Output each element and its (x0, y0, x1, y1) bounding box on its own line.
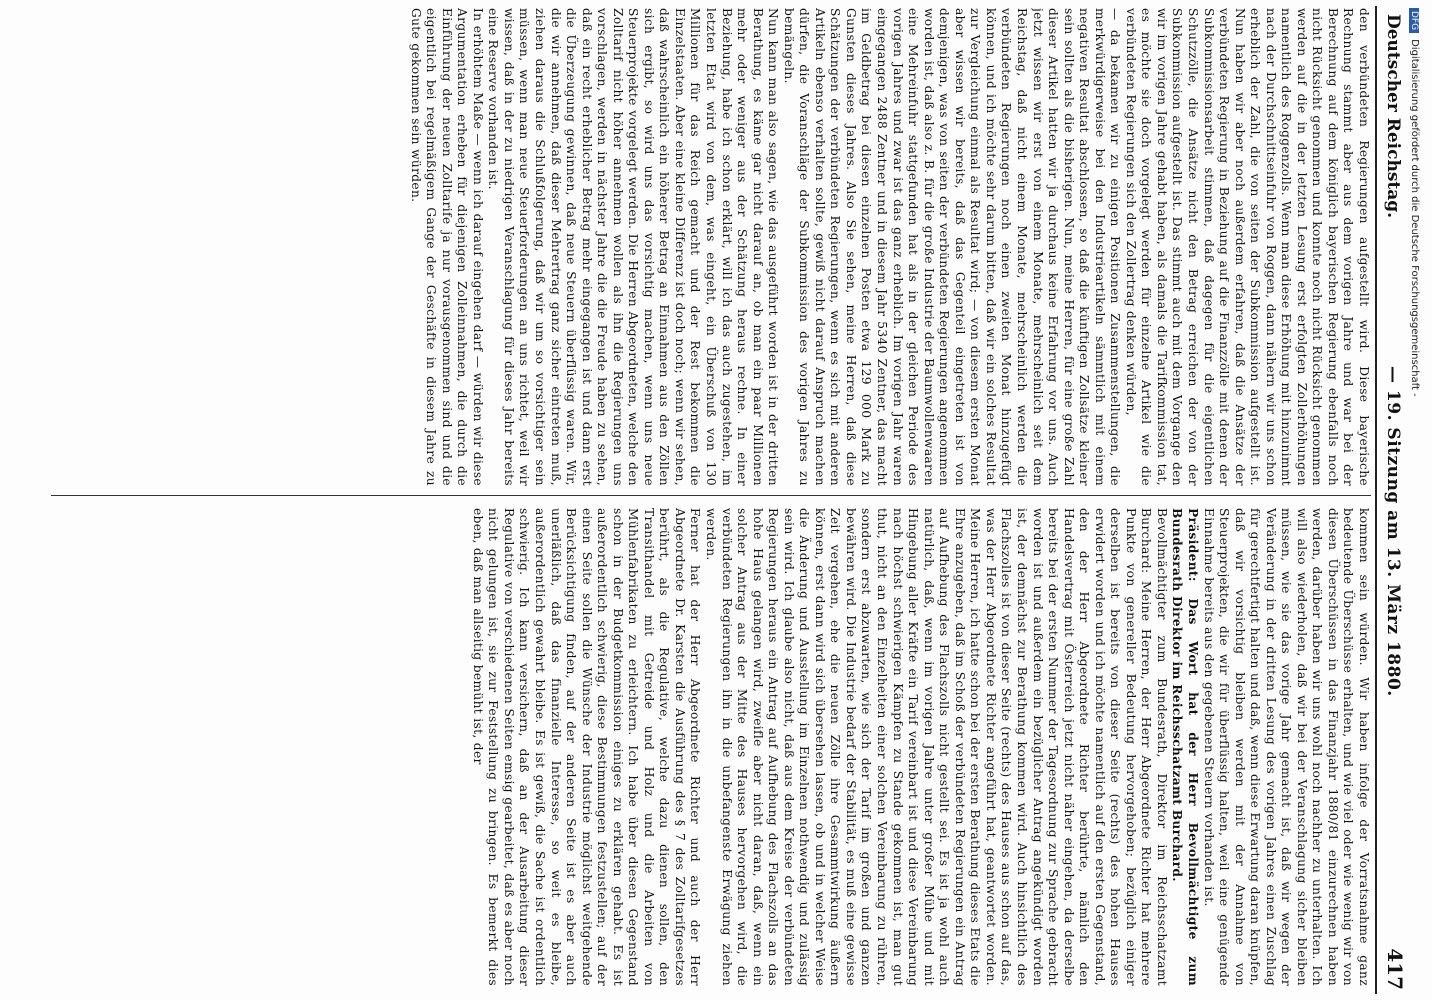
digitization-credit (1404, 8, 1420, 993)
paragraph: — da bekamen wir zu einigen Positionen Zusammenstellungen, die merkwürdigerweise bei den Industrieartikeln sämmtlich mit einem negativen Resultat abschlossen, so daß die künftigen Zollsätze kleiner sein sollten als die bisherigen. Nun, meine Herren, für eine große Zahl dieser Artikel hatten wir ja durchaus keine Erfahrung vor uns. Auch jetzt wissen wir erst von einem Monate, mehrscheinlich seit dem Reichstag, daß nicht einem Monate, mehrscheinlich werden die verbündeten Regierungen noch einen zweiten Monat hinzugefügt können, und ich möchte sehr darum bitten, daß wir ein solches Resultat zur Vergleichung einmal als Resultat wird; — von diesem ersten Monat aber wissen wir bereits, daß das Gegenteil eingetreten ist von demjenigen, was von seiten der verbündeten Regierungen angenommen worden ist, daß also z. B. für die große Industrie der Baumwollenwaaren eine Mehreinfuhr stattgefunden hat als in der gleichen Periode des vorigen Jahres und zwar ist das ganz erheblich. Im vorigen Jahr waren eingegangen 2488 Zentner und in diesem Jahr 5340 Zentner, das macht im Geldbetrag bei diesen einzelnen Posten etwa 129 000 Mark zu Gunsten dieses Jahres. Also Sie sehen, meine Herren, daß diese Schätzungen der verbündeten Regierungen, wenn es sich mit anderen Artikeln ebenso verhalten sollte, gewiß nicht darauf Anspruch machen dürfen, die Voranschläge der Subkommission des vorigen Jahres zu bemängeln. (781, 8, 1123, 486)
credit-text: Digitalisierung gefördert durch die Deutsche Forschungsgemeinschaft - (1409, 39, 1420, 397)
paragraph: Bevollmächtigter zum Bundesrath, Direktor im Reichsschatzamt Burchard: Meine Herren, der Herr Abgeordnete Richter hat mehrere Punkte von genereller Bedeutung hervorgehoben; bezüglich einiger derselben ist bereits von dieser Seite (rechts) des hohen Hauses erwidert worden und ich möchte namentlich auf den ersten Gegenstand, den der Herr Abgeordnete Richter berührte, nämlich den Handelsvertrag mit Österreich jetzt nicht näher eingehen, da derselbe bereits bei der ersten Nummer der Tagesordnung zur Sprache gebracht worden ist und außerdem ein bezüglicher Antrag angekündigt worden ist, der demnächst zur Berathung kommen wird. Auch hinsichtlich des Flachszolles ist von dieser Seite (rechts) des Hauses aus schon auf das, was der Herr Abgeordnete Richter angeführt hat, geantwortet worden. Meine Herren, ich hatte schon bei der ersten Berathung dieses Etats die Ehre anzugeben, daß im Schoß der verbündeten Regierungen ein Antrag auf Aufhebung des Flachszolls nicht gestellt sei. Es ist ja wohl auch natürlich, daß, wenn im vorigen Jahre unter großer Mühe und mit Hingebung aller Kräfte ein Tarif vereinbart ist und diese Vereinbarung nach höchst schwierigen Kämpfen zu Stande gekommen ist, man gut thut, nicht an den Einzelheiten einer solchen Vereinbarung zu rühren, sondern erst abzuwarten, wie sich der Tarif im großen und ganzen bewähren wird. Die Industrie bedarf der Stabilität, es muß eine gewisse Zeit vergehen, ehe die neuen Zölle ihre Gesammtwirkung äußern können, erst dann wird sich übersehen lassen, ob und in welcher Weise die Änderung und Ausstellung im Einzelnen nothwendig und zulässig sein wird. Ich glaube also nicht, daß aus dem Kreise der verbündeten Regierungen heraus ein Antrag auf Aufhebung des Flachszolls an das hohe Haus gelangen wird, zweifle aber nicht daran, daß, wenn ein solcher Antrag aus der Mitte des Hauses hervorgehen wird, die verbündeten Regierungen ihn in die unbefangenste Erwägung ziehen werden. (704, 508, 1169, 986)
text-column-left (46, 8, 1371, 486)
publication-title: Deutscher Reichstag. (1383, 14, 1403, 219)
paragraph: den verbündeten Regierungen aufgestellt wird. Diese bayerische Rechnung stammt aber aus dem vorigen Jahre und war bei der Berechnung auf dem königlich bayerischen Regierung ebenfalls noch nicht Rücksicht genommen und konnte noch nicht Rücksicht genommen werden auf die in der letzten Lesung erst erfolgten Zollerhöhungen namentlich des Roggenzolls. Wenn man diese Erhöhung mit hinzunimmt nach der Durchschnittseinfuhr von Roggen, dann nähern wir uns schon erheblich der Zahl, die von seiten der Subkommission aufgestellt ist. Nun haben wir aber noch außerdem erfahren, daß die Ansätze der verbündeten Regierung in Beziehung auf die Finanzzölle mit denen der Subkommissionsarbeit stimmen, daß dagegen für die eigentlichen Schutzzölle, die Ansätze nicht den Betrag erreichen der von der Subkommission aufgestellt ist. Das stimmt auch mit dem Vorgange den wir im vorigen Jahre gehabt haben, als damals die Tarifkommission tat, es möchte sie doch vorgelegt werden für einzelne Artikel wie die verbündeten Regierungen sich den Zollertrag denken würden, (1123, 8, 1371, 486)
paragraph: In erhöhtem Maße — wenn ich darauf eingehen darf — würden wir diese Argumentation erheben für diejenigen Zolleinnahmen, die durch die Einführung der neuen Zolltarife ja nur vorausgenommen sind und die eigentlich bei regelmäßigem Gange der Geschäfte in diesem Jahre zu Gute gekommen sein würden. (408, 8, 485, 486)
text-column-right (46, 508, 1371, 986)
header-rule (1375, 6, 1377, 994)
page-number: 417 (1383, 948, 1407, 990)
page-header (1377, 6, 1407, 994)
paragraph: Nun kann man also sagen, wie das ausgeführt worden ist in der dritten Berathung, es käme gar nicht darauf an, ob man ein paar Millionen mehr oder weniger aus der Schätzung heraus rechne. In einer Beziehung, habe ich schon erklärt, will ich das auch zugestehen, im letzten Etat wird von dem, was eingeht, ein Überschuß von 130 Millionen für das Reich gemacht und der Rest bekommen die Einzelstaaten. Aber eine kleine Differenz ist doch noch; wenn wir sehen, daß wahrscheinlich ein höherer Betrag an Einnahmen aus den Zöllen sich ergibt, so wird uns das vorsichtig machen, wenn uns neue Steuerprojekte vorgelegt werden. Die Herren Abgeordneten, welche den Zolltarif nicht höher annehmen wollen als ihn die Regierungen uns vorschlagen, werden in nächster Jahre die die Freude haben zu sehen, daß ein recht erheblicher Betrag mehr eingegangen ist und dann erst die Überzeugung gewinnen, daß neue Steuern überflüssig waren. Wir, die wir annehmen, daß dieser Mehrertrag ganz sicher eintreten muß, ziehen daraus die Schlußfolgerung, daß wir um so vorsichtiger sein müssen, wenn man neue Steuerforderungen an uns richtet, weil wir wissen, daß in der zu niedrigen Veranschlagung für dieses Jahr bereits eine Reserve vorhanden ist. (486, 8, 781, 486)
speaker-heading: Präsident: Das Wort hat der Herr Bevollmächtigte zum Bundesrath Direktor im Reichsschatzamt Burchard. (1170, 508, 1200, 986)
session-title: — 19. Sitzung am 13. März 1880. (1383, 366, 1403, 697)
paragraph: Ferner hat der Herr Abgeordnete Richter und auch der Herr Abgeordnete Dr. Karsten die Ausführung des § 7 des Zolltarifgesetzes berührt, als die Regulative, welche dazu dienen sollen, den Transithandel mit Getreide und Holz und die Arbeiten von Mühlenfabrikaten zu erleichtern. Ich habe über diesen Gegenstand schon in der Budgetkommission einiges zu erklären gehabt. Es ist außerordentlich schwierig, diese Bestimmungen festzustellen; auf der einen Seite sollen die Wünsche der Industrie möglichst weitgehende Berücksichtigung finden, auf der anderen Seite ist es aber auch unerläßlich, daß das finanzielle Interesse, so weit es bleibe, außerordentlich gewahrt bleibe. Es ist gewiß, die Sache ist ordentlich schwierig. Ich kann versichern, daß an der Ausarbeitung dieser Regulative von verschiedenen Seiten emsig gearbeitet, daß es aber noch nicht gelungen ist, sie zur Feststellung zu bringen. Es bemerkt dies eben, daß man allseitig bemüht ist, der (470, 508, 703, 986)
rotated-document-page (42, 6, 1407, 994)
column-divider (51, 495, 1371, 496)
paragraph: kommen sein würden. Wir haben infolge der Vorratsnahme ganz bedeutende Überschüsse erhalten, und wie viel oder wie wenig wir von diesen Überschüssen in das Finanzjahr 1880/81 einzurechnen haben werden, darüber haben wir uns wohl noch nachher zu unterhalten. Ich will also wiederholen, daß wir bei der Veranschlagung sicher bleiben müssen, wie sie das vorige Jahr gemacht ist, daß wir wegen der Veränderung in der dritten Lesung des vorigen Jahres einen Zuschlag für gerechtfertigt halten und daß, wenn diese Erwartung daran knüpfen, daß wir vorsichtig bleiben werden mit der Annahme von Steuerprojekten, die wir für überflüssig halten, weil eine genügende Einnahme bereits aus den gegebenen Steuern vorhanden ist. (1201, 508, 1371, 986)
dfg-logo-badge: DFG (1409, 8, 1419, 33)
